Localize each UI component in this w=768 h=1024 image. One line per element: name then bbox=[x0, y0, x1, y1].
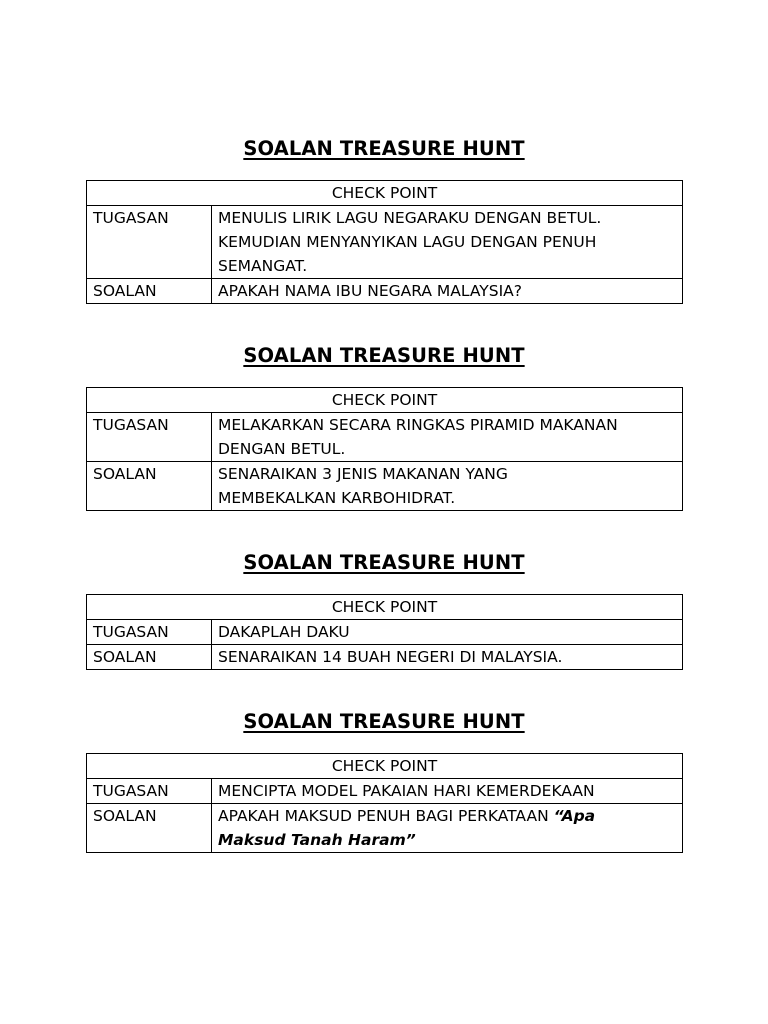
table-row bbox=[87, 620, 683, 645]
row-value bbox=[212, 206, 683, 279]
row-line bbox=[218, 804, 682, 828]
row-line: MENCIPTA MODEL PAKAIAN HARI KEMERDEKAAN bbox=[218, 782, 595, 800]
section-title: SOALAN TREASURE HUNT bbox=[243, 344, 525, 367]
row-value bbox=[212, 279, 683, 304]
table-header-row bbox=[87, 181, 683, 206]
table-header-row bbox=[87, 754, 683, 779]
row-value bbox=[212, 645, 683, 670]
row-line: DENGAN BETUL. bbox=[218, 440, 346, 458]
row-line: APAKAH NAMA IBU NEGARA MALAYSIA? bbox=[218, 282, 522, 300]
row-label: TUGASAN bbox=[87, 413, 212, 462]
row-line: DAKAPLAH DAKU bbox=[218, 623, 350, 641]
checkpoint-header: CHECK POINT bbox=[87, 388, 683, 413]
row-line: MEMBEKALKAN KARBOHIDRAT. bbox=[218, 489, 456, 507]
checkpoint-header: CHECK POINT bbox=[87, 754, 683, 779]
row-value bbox=[212, 804, 683, 853]
row-line: SENARAIKAN 3 JENIS MAKANAN YANG bbox=[218, 465, 508, 483]
section-title: SOALAN TREASURE HUNT bbox=[243, 137, 525, 160]
row-label: TUGASAN bbox=[87, 206, 212, 279]
checkpoint-table bbox=[86, 387, 683, 511]
checkpoint-table bbox=[86, 594, 683, 670]
table-row bbox=[87, 645, 683, 670]
question-text: APAKAH MAKSUD PENUH BAGI PERKATAAN bbox=[218, 807, 554, 825]
section-title: SOALAN TREASURE HUNT bbox=[243, 710, 525, 733]
row-label: SOALAN bbox=[87, 279, 212, 304]
row-label: SOALAN bbox=[87, 804, 212, 853]
table-header-row bbox=[87, 595, 683, 620]
table-row bbox=[87, 462, 683, 511]
row-line: SENARAIKAN 14 BUAH NEGERI DI MALAYSIA. bbox=[218, 648, 563, 666]
table-row bbox=[87, 279, 683, 304]
checkpoint-table bbox=[86, 753, 683, 853]
row-value bbox=[212, 413, 683, 462]
question-emphasis: “Apa bbox=[553, 807, 596, 825]
row-line: KEMUDIAN MENYANYIKAN LAGU DENGAN PENUH bbox=[218, 233, 597, 251]
question-emphasis: Maksud Tanah Haram” bbox=[218, 831, 416, 849]
checkpoint-table bbox=[86, 180, 683, 304]
row-label: SOALAN bbox=[87, 462, 212, 511]
row-label: TUGASAN bbox=[87, 779, 212, 804]
table-row bbox=[87, 413, 683, 462]
row-value bbox=[212, 462, 683, 511]
row-line bbox=[218, 828, 682, 852]
row-label: SOALAN bbox=[87, 645, 212, 670]
row-value bbox=[212, 779, 683, 804]
row-label: TUGASAN bbox=[87, 620, 212, 645]
row-line: SEMANGAT. bbox=[218, 257, 308, 275]
table-row bbox=[87, 804, 683, 853]
section-title: SOALAN TREASURE HUNT bbox=[243, 551, 525, 574]
table-header-row bbox=[87, 388, 683, 413]
row-value bbox=[212, 620, 683, 645]
table-row bbox=[87, 779, 683, 804]
table-row bbox=[87, 206, 683, 279]
row-line: MELAKARKAN SECARA RINGKAS PIRAMID MAKANAN bbox=[218, 416, 618, 434]
checkpoint-header: CHECK POINT bbox=[87, 595, 683, 620]
row-line: MENULIS LIRIK LAGU NEGARAKU DENGAN BETUL. bbox=[218, 209, 602, 227]
checkpoint-header: CHECK POINT bbox=[87, 181, 683, 206]
